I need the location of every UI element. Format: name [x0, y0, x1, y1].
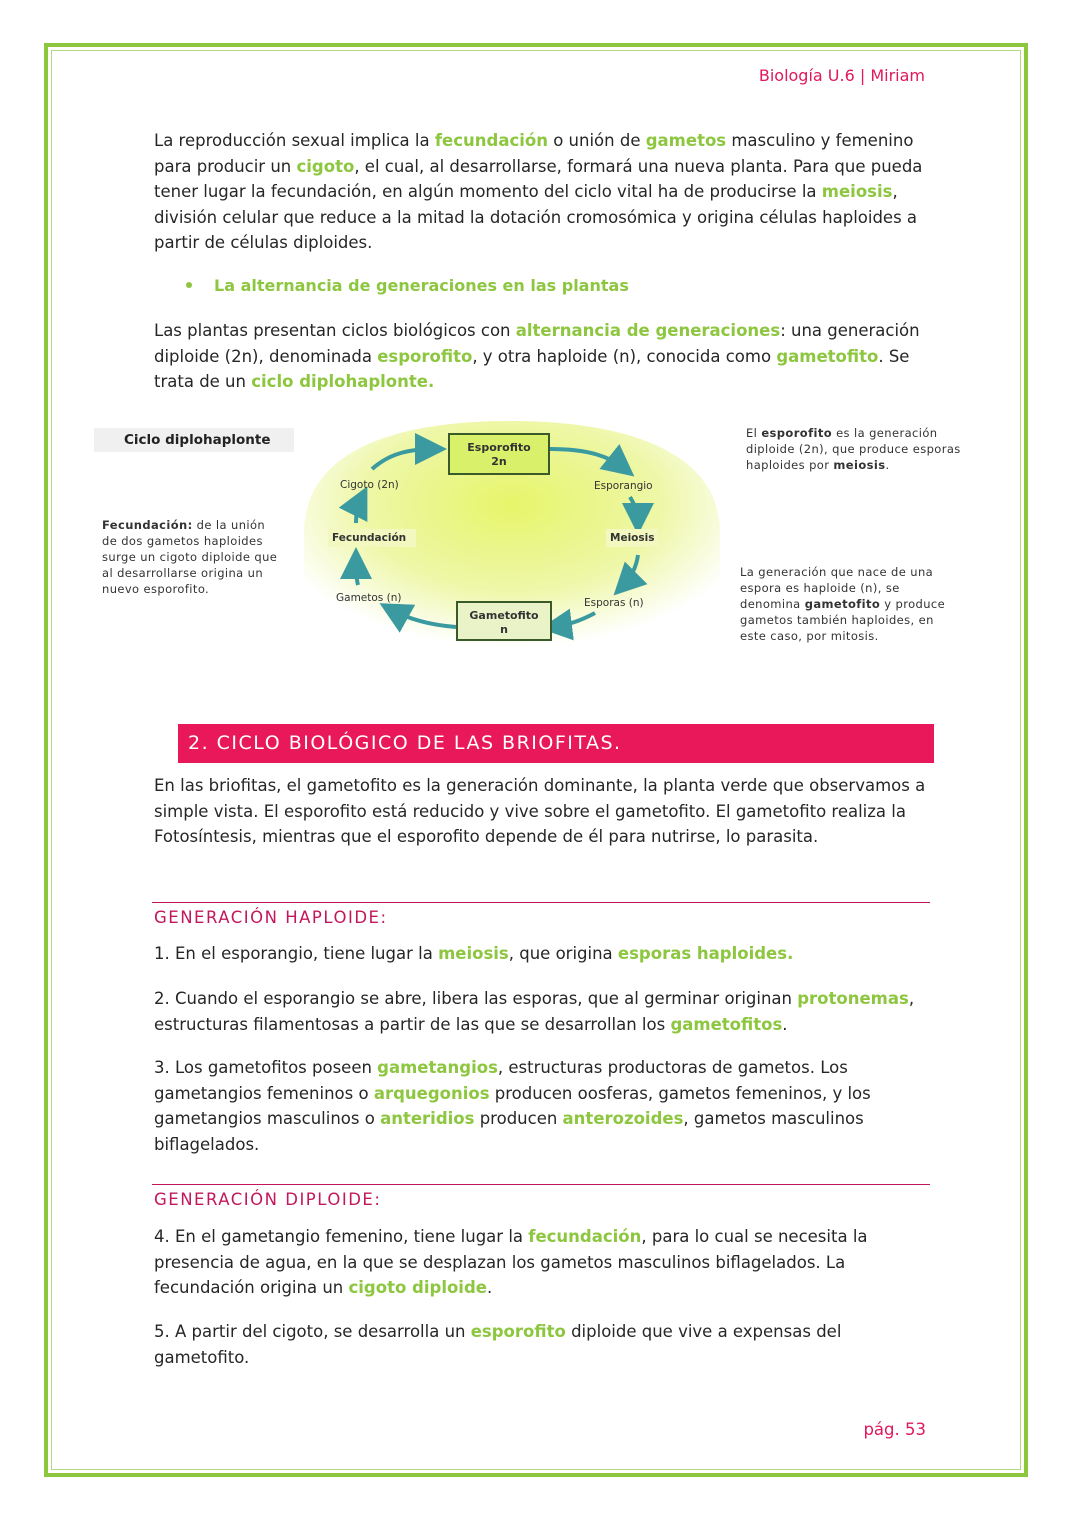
intro-paragraph: La reproducción sexual implica la fecundación o unión de gametos masculino y femenino para producir un cigoto, el cual, al desarrollarse, formará una nueva planta. Para que pueda tener lugar la fecundación, en algún momento del ciclo vital ha de producirse la meiosis, división celular que reduce a la mitad la dotación cromosómica y origina células haploides a partir de células diploides. [154, 131, 923, 252]
diploide-item-4: 4. En el gametangio femenino, tiene lugar la fecundación, para lo cual se necesita la presencia de agua, en la que se desplazan los gametos masculinos biflagelados. La fecundación origina un cigoto diploide. [154, 1227, 868, 1297]
cigoto-label: Cigoto (2n) [340, 479, 399, 491]
esporas-label: Esporas (n) [584, 597, 644, 609]
haploide-heading: GENERACIÓN HAPLOIDE: [154, 908, 388, 927]
haploide-item-1: 1. En el esporangio, tiene lugar la meiosis, que origina esporas haploides. [154, 944, 794, 963]
ciclo-diagram [90, 413, 990, 659]
bullet-icon [186, 282, 192, 288]
note-esporofito: El esporofito es la generación diploide (2n), que produce esporas haploides por meiosis. [746, 426, 961, 472]
bullet-heading: La alternancia de generaciones en las plantas [186, 276, 629, 295]
divider-diploide [152, 1184, 930, 1185]
gametos-label: Gametos (n) [336, 592, 402, 604]
diploide-item-5: 5. A partir del cigoto, se desarrolla un esporofito diploide que vive a expensas del gametofito. [154, 1322, 842, 1367]
esporangio-label: Esporangio [594, 480, 653, 492]
diagram-title: Ciclo diplohaplonte [94, 428, 294, 452]
divider-haploide [152, 902, 930, 903]
fecundacion-label: Fecundación [328, 529, 416, 547]
haploide-item-3: 3. Los gametofitos poseen gametangios, estructuras productoras de gametos. Los gametangios femeninos o arquegonios producen oosferas, gametos femeninos, y los gametangios masculinos o anteridios producen anterozoides, gametos masculinos biflagelados. [154, 1058, 871, 1154]
page-header: Biología U.6 | Miriam [758, 66, 925, 85]
note-fecundacion: Fecundación: de la unión de dos gametos haploides surge un cigoto diploide que al desarrollarse origina un nuevo esporofito. [102, 518, 278, 596]
alternancia-paragraph: Las plantas presentan ciclos biológicos con alternancia de generaciones: una generación diploide (2n), denominada esporofito, y otra haploide (n), conocida como gametofito. Se trata de un ciclo diplohaplonte. [154, 321, 920, 391]
page-number: pág. 53 [863, 1420, 926, 1439]
meiosis-label: Meiosis [606, 529, 658, 547]
haploide-item-2: 2. Cuando el esporangio se abre, libera las esporas, que al germinar originan protonemas, estructuras filamentosas a partir de las que se desarrollan los gametofitos. [154, 989, 915, 1034]
section-2-heading: 2. CICLO BIOLÓGICO DE LAS BRIOFITAS. [178, 724, 934, 763]
esporofito-box: Esporofito 2n [448, 433, 550, 475]
gametofito-box: Gametofito n [456, 601, 552, 641]
diploide-heading: GENERACIÓN DIPLOIDE: [154, 1190, 382, 1209]
briofitas-paragraph: En las briofitas, el gametofito es la generación dominante, la planta verde que observamos a simple vista. El esporofito está reducido y vive sobre el gametofito. El gametofito realiza la Fotosíntesis, mientras que el esporofito depende de él para nutrirse, lo parasita. [154, 776, 926, 846]
note-gametofito: La generación que nace de una espora es haploide (n), se denomina gametofito y produce gametos también haploides, en este caso, por mitosis. [740, 565, 946, 643]
